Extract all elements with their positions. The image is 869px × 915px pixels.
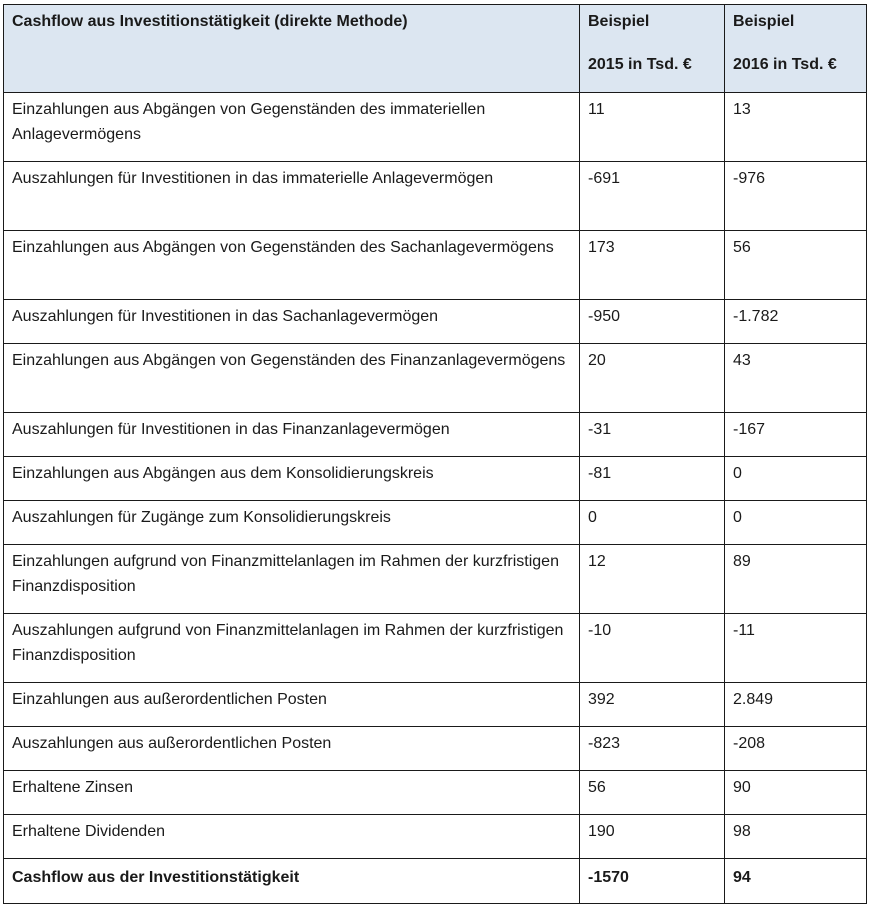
- row-value-2015: 12: [588, 553, 606, 570]
- row-value-2016: 0: [733, 509, 742, 526]
- table-row: [4, 457, 867, 501]
- table-row: [4, 683, 867, 727]
- row-value-2015: -691: [588, 170, 621, 187]
- row-label-cell: [4, 413, 580, 457]
- row-2016-cell: [725, 614, 867, 683]
- row-value-2016: -11: [733, 622, 755, 639]
- row-value-2016: -208: [733, 735, 766, 752]
- row-label: Einzahlungen aus Abgängen von Gegenständen des Sachanlagevermögens: [12, 239, 554, 256]
- header-2016-line2: 2016 in Tsd. €: [733, 56, 837, 73]
- row-2016-cell: [725, 300, 867, 344]
- row-2015-cell: [580, 93, 725, 162]
- row-label: Auszahlungen für Investitionen in das immaterielle Anlagevermögen: [12, 170, 494, 187]
- row-2015-cell: [580, 683, 725, 727]
- row-value-2016: 43: [733, 352, 751, 369]
- header-2016-line1: Beispiel: [733, 13, 795, 30]
- row-value-2015: 56: [588, 779, 606, 796]
- row-2015-cell: [580, 457, 725, 501]
- table-row: [4, 815, 867, 859]
- row-2016-cell: [725, 815, 867, 859]
- row-value-2015: -823: [588, 735, 621, 752]
- row-2015-cell: [580, 771, 725, 815]
- row-value-2016: 56: [733, 239, 751, 256]
- row-label: Einzahlungen aufgrund von Finanzmittelanlagen im Rahmen der kurzfristigen Finanzdisposition: [12, 553, 559, 595]
- row-2015-cell: [580, 545, 725, 614]
- row-value-2016: 89: [733, 553, 751, 570]
- row-value-2015: 190: [588, 823, 615, 840]
- row-label-cell: [4, 93, 580, 162]
- row-2016-cell: [725, 231, 867, 300]
- table-row: [4, 771, 867, 815]
- row-value-2016: 2.849: [733, 691, 774, 708]
- total-value-2015: -1570: [588, 869, 629, 886]
- table-row: [4, 727, 867, 771]
- row-label: Erhaltene Zinsen: [12, 779, 133, 796]
- table-header-row: [4, 5, 867, 93]
- header-title: Cashflow aus Investitionstätigkeit (direkte Methode): [12, 13, 408, 30]
- table-row: [4, 93, 867, 162]
- row-label: Einzahlungen aus außerordentlichen Posten: [12, 691, 327, 708]
- row-2015-cell: [580, 344, 725, 413]
- row-value-2015: -31: [588, 421, 612, 438]
- total-value-2016: 94: [733, 869, 751, 886]
- row-label: Auszahlungen aus außerordentlichen Posten: [12, 735, 332, 752]
- table-row: [4, 231, 867, 300]
- row-value-2015: -10: [588, 622, 612, 639]
- row-label-cell: [4, 727, 580, 771]
- row-2016-cell: [725, 683, 867, 727]
- row-label-cell: [4, 545, 580, 614]
- header-2015-cell: [580, 5, 725, 93]
- row-2015-cell: [580, 727, 725, 771]
- row-2015-cell: [580, 614, 725, 683]
- row-label-cell: [4, 300, 580, 344]
- header-2016-cell: [725, 5, 867, 93]
- row-2016-cell: [725, 344, 867, 413]
- total-row: [4, 859, 867, 904]
- header-title-cell: [4, 5, 580, 93]
- row-2015-cell: [580, 501, 725, 545]
- row-2016-cell: [725, 162, 867, 231]
- row-value-2015: -950: [588, 308, 621, 325]
- row-label: Erhaltene Dividenden: [12, 823, 165, 840]
- row-2015-cell: [580, 231, 725, 300]
- row-label-cell: [4, 683, 580, 727]
- row-label-cell: [4, 344, 580, 413]
- row-2016-cell: [725, 413, 867, 457]
- row-value-2016: 98: [733, 823, 751, 840]
- table-row: [4, 614, 867, 683]
- row-label: Auszahlungen für Investitionen in das Sachanlagevermögen: [12, 308, 439, 325]
- row-value-2016: -167: [733, 421, 766, 438]
- total-label: Cashflow aus der Investitionstätigkeit: [12, 869, 300, 886]
- row-2016-cell: [725, 727, 867, 771]
- table-row: [4, 545, 867, 614]
- table-row: [4, 162, 867, 231]
- row-2015-cell: [580, 300, 725, 344]
- row-label: Auszahlungen für Investitionen in das Finanzanlagevermögen: [12, 421, 450, 438]
- row-value-2016: 0: [733, 465, 742, 482]
- row-2016-cell: [725, 501, 867, 545]
- row-value-2015: 0: [588, 509, 597, 526]
- row-2016-cell: [725, 545, 867, 614]
- row-value-2015: 11: [588, 101, 605, 118]
- row-label: Einzahlungen aus Abgängen von Gegenständen des immateriellen Anlagevermögens: [12, 101, 486, 143]
- row-2016-cell: [725, 457, 867, 501]
- row-label-cell: [4, 771, 580, 815]
- row-2015-cell: [580, 815, 725, 859]
- header-2015-line2: 2015 in Tsd. €: [588, 56, 692, 73]
- row-label-cell: [4, 501, 580, 545]
- row-label: Einzahlungen aus Abgängen aus dem Konsolidierungskreis: [12, 465, 434, 482]
- row-2016-cell: [725, 771, 867, 815]
- row-label-cell: [4, 614, 580, 683]
- row-label-cell: [4, 815, 580, 859]
- row-label-cell: [4, 162, 580, 231]
- table-row: [4, 413, 867, 457]
- row-value-2015: 392: [588, 691, 615, 708]
- row-2016-cell: [725, 93, 867, 162]
- total-2015-cell: [580, 859, 725, 904]
- table-row: [4, 501, 867, 545]
- cashflow-table: [3, 4, 867, 904]
- row-value-2015: 173: [588, 239, 615, 256]
- row-label: Auszahlungen für Zugänge zum Konsolidierungskreis: [12, 509, 391, 526]
- total-2016-cell: [725, 859, 867, 904]
- row-label-cell: [4, 231, 580, 300]
- total-label-cell: [4, 859, 580, 904]
- row-value-2016: -976: [733, 170, 766, 187]
- row-label: Einzahlungen aus Abgängen von Gegenständen des Finanzanlagevermögens: [12, 352, 566, 369]
- header-2015-line1: Beispiel: [588, 13, 650, 30]
- row-value-2016: 13: [733, 101, 751, 118]
- table-row: [4, 344, 867, 413]
- row-value-2015: 20: [588, 352, 606, 369]
- row-value-2016: -1.782: [733, 308, 779, 325]
- row-label: Auszahlungen aufgrund von Finanzmittelanlagen im Rahmen der kurzfristigen Finanzdisposition: [12, 622, 564, 664]
- row-2015-cell: [580, 162, 725, 231]
- table-row: [4, 300, 867, 344]
- row-value-2015: -81: [588, 465, 612, 482]
- row-2015-cell: [580, 413, 725, 457]
- row-label-cell: [4, 457, 580, 501]
- row-value-2016: 90: [733, 779, 751, 796]
